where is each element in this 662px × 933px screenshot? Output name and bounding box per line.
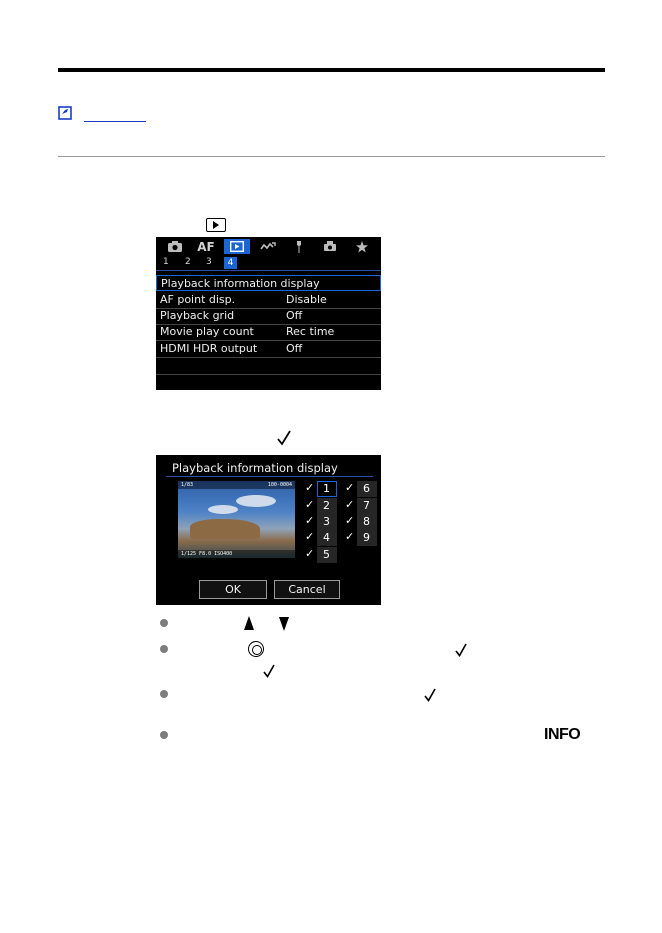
top-rule bbox=[58, 68, 605, 72]
menu-row-label: Playback grid bbox=[160, 309, 235, 322]
info-display-screen bbox=[156, 455, 381, 605]
tab-setup[interactable] bbox=[286, 239, 312, 254]
menu-row-value: Disable bbox=[286, 293, 327, 306]
check-icon: ✓ bbox=[305, 481, 315, 494]
checkmark-icon bbox=[454, 643, 468, 657]
tab-playback[interactable] bbox=[224, 239, 250, 254]
subtab-4[interactable]: 4 bbox=[224, 257, 237, 269]
info-button-icon: INFO bbox=[544, 726, 581, 743]
menu-row-empty bbox=[156, 358, 381, 375]
playback-button-icon bbox=[206, 218, 226, 232]
cancel-button[interactable]: Cancel bbox=[274, 580, 340, 599]
option-number: 7 bbox=[363, 499, 370, 512]
menu-row-movie-play-count[interactable] bbox=[156, 324, 381, 341]
check-option-5[interactable] bbox=[301, 547, 337, 563]
menu-subtabs bbox=[156, 256, 381, 271]
bullet-point bbox=[160, 619, 168, 627]
check-icon: ✓ bbox=[345, 514, 355, 527]
option-number: 5 bbox=[323, 548, 330, 561]
check-option-3[interactable] bbox=[301, 514, 337, 530]
set-button-icon bbox=[248, 641, 264, 657]
thumb-info-top bbox=[178, 481, 295, 489]
menu-row-playback-info-display[interactable] bbox=[156, 275, 381, 291]
check-icon: ✓ bbox=[345, 530, 355, 543]
option-number: 8 bbox=[363, 515, 370, 528]
cloud-shape bbox=[236, 495, 276, 507]
menu-row-af-point-disp[interactable] bbox=[156, 292, 381, 309]
note-icon bbox=[58, 106, 72, 120]
tab-wireless[interactable] bbox=[255, 239, 281, 254]
subtab-1[interactable]: 1 bbox=[163, 257, 169, 267]
wrench-icon bbox=[294, 241, 304, 253]
subtab-2[interactable]: 2 bbox=[185, 257, 191, 267]
subtab-3[interactable]: 3 bbox=[206, 257, 212, 267]
tab-af[interactable] bbox=[193, 239, 219, 254]
down-arrow-icon bbox=[279, 617, 289, 631]
bullet-point bbox=[160, 690, 168, 698]
tab-my-menu[interactable] bbox=[349, 239, 375, 254]
menu-row-value: Off bbox=[286, 309, 303, 322]
cliff-shape bbox=[190, 519, 260, 539]
check-option-4[interactable] bbox=[301, 530, 337, 546]
option-number: 6 bbox=[363, 482, 370, 495]
thumb-info-bottom bbox=[178, 550, 295, 558]
cloud-shape bbox=[208, 505, 238, 514]
up-arrow-icon bbox=[244, 616, 254, 630]
check-icon: ✓ bbox=[345, 498, 355, 511]
title-rule bbox=[166, 476, 373, 477]
preview-thumbnail bbox=[178, 481, 295, 558]
star-icon bbox=[356, 241, 368, 253]
bullet-point bbox=[160, 731, 168, 739]
menu-row-value: Rec time bbox=[286, 325, 335, 338]
menu-row-label: Playback information display bbox=[161, 277, 320, 290]
option-number: 1 bbox=[323, 482, 330, 495]
bullet-point bbox=[160, 645, 168, 653]
check-option-9[interactable] bbox=[341, 530, 377, 546]
option-number: 9 bbox=[363, 531, 370, 544]
menu-row-playback-grid[interactable] bbox=[156, 308, 381, 325]
check-option-1[interactable] bbox=[301, 481, 337, 497]
option-number: 4 bbox=[323, 531, 330, 544]
option-number: 2 bbox=[323, 499, 330, 512]
custom-icon bbox=[323, 241, 337, 253]
thumb-top-right: 100-0004 bbox=[267, 482, 292, 488]
playback-icon bbox=[230, 241, 244, 252]
checkmark-icon bbox=[423, 688, 437, 702]
section-divider bbox=[58, 156, 605, 157]
check-option-2[interactable] bbox=[301, 498, 337, 514]
camera-icon bbox=[168, 241, 182, 252]
menu-tabs bbox=[156, 237, 381, 256]
tab-af-label: AF bbox=[197, 239, 215, 254]
check-option-7[interactable] bbox=[341, 498, 377, 514]
check-option-6[interactable] bbox=[341, 481, 377, 497]
check-icon: ✓ bbox=[305, 547, 315, 560]
menu-row-label: Movie play count bbox=[160, 325, 254, 338]
wireless-icon bbox=[260, 241, 276, 252]
menu-screen bbox=[156, 237, 381, 390]
check-icon: ✓ bbox=[305, 498, 315, 511]
menu-row-hdmi-hdr-output[interactable] bbox=[156, 341, 381, 358]
option-number: 3 bbox=[323, 515, 330, 528]
menu-row-value: Off bbox=[286, 342, 303, 355]
checkmark-icon bbox=[262, 664, 276, 678]
thumb-bottom-text: 1/125 F8.0 ISO400 bbox=[181, 551, 233, 557]
check-option-8[interactable] bbox=[341, 514, 377, 530]
thumb-top-left: 1/83 bbox=[181, 482, 194, 488]
checkmark-icon bbox=[276, 430, 292, 446]
tab-custom[interactable] bbox=[317, 239, 343, 254]
check-icon: ✓ bbox=[345, 481, 355, 494]
note-link[interactable] bbox=[84, 104, 146, 122]
menu-row-label: HDMI HDR output bbox=[160, 342, 258, 355]
screen-title: Playback information display bbox=[172, 461, 338, 475]
check-icon: ✓ bbox=[305, 514, 315, 527]
tab-camera[interactable] bbox=[162, 239, 188, 254]
check-icon: ✓ bbox=[305, 530, 315, 543]
menu-row-label: AF point disp. bbox=[160, 293, 236, 306]
ok-button[interactable]: OK bbox=[199, 580, 267, 599]
